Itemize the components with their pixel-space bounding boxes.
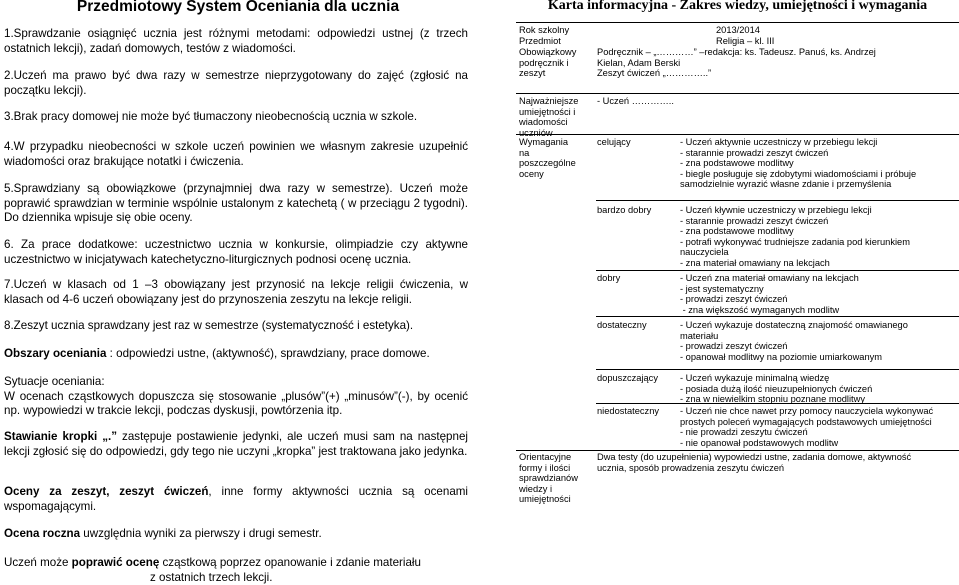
- najwazniejsze-line: umiejętności i: [519, 106, 576, 117]
- grade-line: - Uczeń wykazuje dostateczną znajomość omawianego: [680, 320, 908, 330]
- rule-1: 1.Sprawdzanie osiągnięć ucznia jest różnymi metodami: odpowiedzi ustnej (z trzech ostatnich lekcji), zadań domowych, testów z wiadomości.: [4, 27, 468, 55]
- rule-grade-4: [596, 369, 959, 370]
- orientacyjne-value-line: ucznia, sposób prowadzenia zeszytu ćwiczeń: [597, 462, 785, 473]
- rule-6: 6. Za prace dodatkowe: uczestnictwo ucznia w konkursie, olimpiadzie czy aktywne uczestnictwo w inicjatywach katechetyczno-liturgicznych podnosi ocenę ucznia.: [4, 238, 468, 266]
- grade-name-niedostateczny: niedostateczny: [597, 406, 660, 416]
- grade-desc-niedostateczny: [680, 406, 933, 448]
- orientacyjne-line: formy i ilości: [519, 462, 571, 473]
- left-column: [0, 0, 476, 584]
- grade-name-dopuszczajacy: dopuszczający: [597, 373, 658, 383]
- poprawa-oceny: [4, 556, 468, 585]
- rule-grade-3: [596, 316, 959, 317]
- wymagania-line: oceny: [519, 168, 544, 179]
- sytuacje-text: W ocenach cząstkowych dopuszcza się stosowanie „plusów”(+) „minusów”(-), by ocenić np. wypowiedzi w trakcie lekcji, podczas dyskusji, powtórzenia itp.: [4, 389, 468, 417]
- grade-line: - nie prowadzi zeszytu ćwiczeń: [680, 427, 808, 438]
- poprawa-text-b: cząstkową poprzez opanowanie i zdanie materiału: [159, 556, 421, 569]
- poprawa-text-a: Uczeń może: [4, 556, 72, 569]
- roczna-text: uwzględnia wyniki za pierwszy i drugi semestr.: [80, 527, 322, 540]
- grade-line: - nie opanował podstawowych modlitw: [680, 437, 839, 448]
- sytuacje-label: Sytuacje oceniania:: [4, 375, 105, 388]
- grade-desc-dobry: [680, 273, 859, 315]
- grade-name-celujacy: celujący: [597, 137, 631, 147]
- rule-below-textbook: [516, 93, 959, 94]
- obowiazkowy-line: Obowiązkowy: [519, 47, 577, 57]
- wymagania-label: [519, 137, 576, 179]
- grade-line: prostych poleceń wymagających podstawowych umiejętności: [680, 416, 932, 427]
- grade-line: materiału: [680, 330, 719, 341]
- wymagania-line: na: [519, 147, 530, 158]
- grade-line: - Uczeń zna materiał omawiany na lekcjach: [680, 273, 859, 283]
- podrecznik-line: Podręcznik – „…………” –redakcja: ks. Tadeusz. Panuś, ks. Andrzej: [597, 47, 876, 57]
- rule-7: 7.Uczeń w klasach od 1 –3 obowiązany jest przynosić na lekcje religii ćwiczenia, w klasach od 4-6 uczeń obowiązany jest do przynoszenia zeszytu na lekcje religii.: [4, 278, 468, 306]
- rok-label: Rok szkolny: [519, 25, 570, 35]
- zeszyt-text: , inne formy aktywności ucznia są ocenami wspomagającymi.: [4, 485, 468, 513]
- sytuacje-oceniania: [4, 375, 468, 419]
- grade-line: - starannie prowadzi zeszyt ćwiczeń: [680, 215, 829, 226]
- grade-desc-celujacy: [680, 137, 916, 190]
- grade-line: - opanował modlitwy na poziomie umiarkowanym: [680, 351, 883, 362]
- rule-below-skills: [516, 134, 959, 135]
- card-title: Karta informacyjna - Zakres wiedzy, umiejętności i wymagania: [547, 0, 928, 13]
- grade-line: - starannie prowadzi zeszyt ćwiczeń: [680, 147, 829, 158]
- obowiazkowy-line: podręcznik i: [519, 57, 569, 68]
- obszary-oceniania: [4, 347, 468, 362]
- przedmiot-label: Przedmiot: [519, 36, 561, 46]
- grade-line: - Uczeń wykazuje minimalną wiedzę: [680, 373, 830, 383]
- grade-line: - prowadzi zeszyt ćwiczeń: [680, 294, 788, 305]
- poprawa-text-c: z ostatnich trzech lekcji.: [150, 570, 273, 584]
- rule-below-grades: [516, 450, 959, 451]
- wymagania-line: poszczególne: [519, 158, 576, 169]
- orientacyjne-label: [519, 452, 578, 505]
- grade-line: samodzielnie wyrazić własne zdanie i przemyślenia: [680, 179, 892, 190]
- stawianie-kropki: [4, 430, 468, 459]
- grade-line: - zna podstawowe modlitwy: [680, 226, 794, 237]
- kropki-text: zastępuje postawienie jedynki, ale uczeń musi sam na następnej lekcji zgłosić się do odpowiedzi, gdy tego nie uczyni „kropka” jest traktowana jako jedynka.: [4, 430, 468, 458]
- przedmiot-value: Religia – kl. III: [716, 36, 775, 46]
- rule-grade-1: [596, 200, 959, 201]
- najwazniejsze-line: wiadomości: [519, 117, 568, 128]
- najwazniejsze-value: - Uczeń …………..: [597, 96, 674, 106]
- rule-4: 4.W przypadku nieobecności w szkole uczeń powinien we własnym zakresie uzupełnić wiadomości oraz brakujące notatki i ćwiczenia.: [4, 140, 468, 168]
- grade-desc-bardzo-dobry: [680, 205, 910, 269]
- obszary-text: : odpowiedzi ustne, (aktywność), sprawdziany, prace domowe.: [106, 347, 430, 360]
- orientacyjne-value-line: Dwa testy (do uzupełnienia) wypowiedzi ustne, zadania domowe, aktywność: [597, 452, 912, 462]
- grade-desc-dostateczny: [680, 320, 908, 362]
- obszary-label: Obszary oceniania: [4, 347, 107, 360]
- grade-name-dostateczny: dostateczny: [597, 320, 647, 330]
- wymagania-line: Wymagania: [519, 137, 569, 147]
- orientacyjne-line: wiedzy i: [519, 483, 553, 494]
- podrecznik-line: Zeszyt ćwiczeń „…………..”: [597, 68, 712, 79]
- grade-line: - jest systematyczny: [680, 283, 764, 294]
- rok-value: 2013/2014: [716, 25, 760, 35]
- grade-line: - posiada dużą ilość nieuzupełnionych ćwiczeń: [680, 383, 873, 394]
- rule-3: 3.Brak pracy domowej nie może być tłumaczony nieobecnością ucznia w szkole.: [4, 110, 418, 123]
- grade-name-dobry: dobry: [597, 273, 621, 283]
- table-top-rule: [516, 22, 959, 23]
- oceny-zeszyt: [4, 485, 468, 514]
- obowiazkowy-label: [519, 47, 576, 79]
- podrecznik-value: [597, 47, 876, 79]
- grade-line: - Uczeń kływnie uczestniczy w przebiegu lekcji: [680, 205, 872, 215]
- najwazniejsze-line: uczniów: [519, 127, 553, 138]
- najwazniejsze-label: [519, 96, 578, 138]
- kropki-label: Stawianie kropki: [4, 430, 98, 443]
- rule-5: 5.Sprawdziany są obowiązkowe (przynajmniej dwa razy w semestrze). Uczeń może poprawić sprawdzian w terminie wspólnie ustalonym z katechetą ( w przeciągu 2 tygodni). Do dziennika wpisuje się obie oceny.: [4, 182, 468, 224]
- page-title: Przedmiotowy System Oceniania dla ucznia: [76, 0, 400, 15]
- kropki-quote: „.”: [97, 430, 118, 443]
- orientacyjne-line: sprawdzianów: [519, 473, 578, 484]
- grade-line: - zna w niewielkim stopniu poznane modlitwy: [680, 394, 865, 405]
- poprawa-label: poprawić ocenę: [71, 556, 160, 569]
- zeszyt-label: Oceny za zeszyt, zeszyt ćwiczeń: [4, 485, 209, 498]
- najwazniejsze-line: Najważniejsze: [519, 96, 579, 106]
- grade-line: - zna podstawowe modlitwy: [680, 158, 794, 169]
- orientacyjne-line: umiejętności: [519, 494, 571, 505]
- grade-name-bardzo-dobry: bardzo dobry: [597, 205, 652, 215]
- grade-line: - potrafi wykonywać trudniejsze zadania pod kierunkiem: [680, 236, 910, 247]
- grade-line: - zna materiał omawiany na lekcjach: [680, 257, 830, 268]
- rule-2: 2.Uczeń ma prawo być dwa razy w semestrze nieprzygotowany do zajęć (zgłosić na początku lekcji).: [4, 69, 468, 97]
- grade-line: - Uczeń aktywnie uczestniczy w przebiegu lekcji: [680, 137, 878, 147]
- orientacyjne-value: [597, 452, 911, 473]
- info-card: [516, 0, 959, 584]
- grade-desc-dopuszczajacy: [680, 373, 872, 405]
- grade-line: nauczyciela: [680, 247, 729, 258]
- grade-line: - zna większość wymaganych modlitw: [680, 304, 840, 315]
- grade-line: - biegle posługuje się zdobytymi wiadomościami i próbuje: [680, 168, 917, 179]
- podrecznik-line: Kielan, Adam Berski: [597, 57, 681, 68]
- obowiazkowy-line: zeszyt: [519, 68, 546, 79]
- rule-8: 8.Zeszyt ucznia sprawdzany jest raz w semestrze (systematyczność i estetyka).: [4, 319, 414, 332]
- grade-line: - prowadzi zeszyt ćwiczeń: [680, 341, 788, 352]
- roczna-label: Ocena roczna: [4, 527, 81, 540]
- grade-line: - Uczeń nie chce nawet przy pomocy nauczyciela wykonywać: [680, 406, 934, 416]
- rule-grade-2: [596, 270, 959, 271]
- ocena-roczna: [4, 527, 468, 542]
- orientacyjne-line: Orientacyjne: [519, 452, 572, 462]
